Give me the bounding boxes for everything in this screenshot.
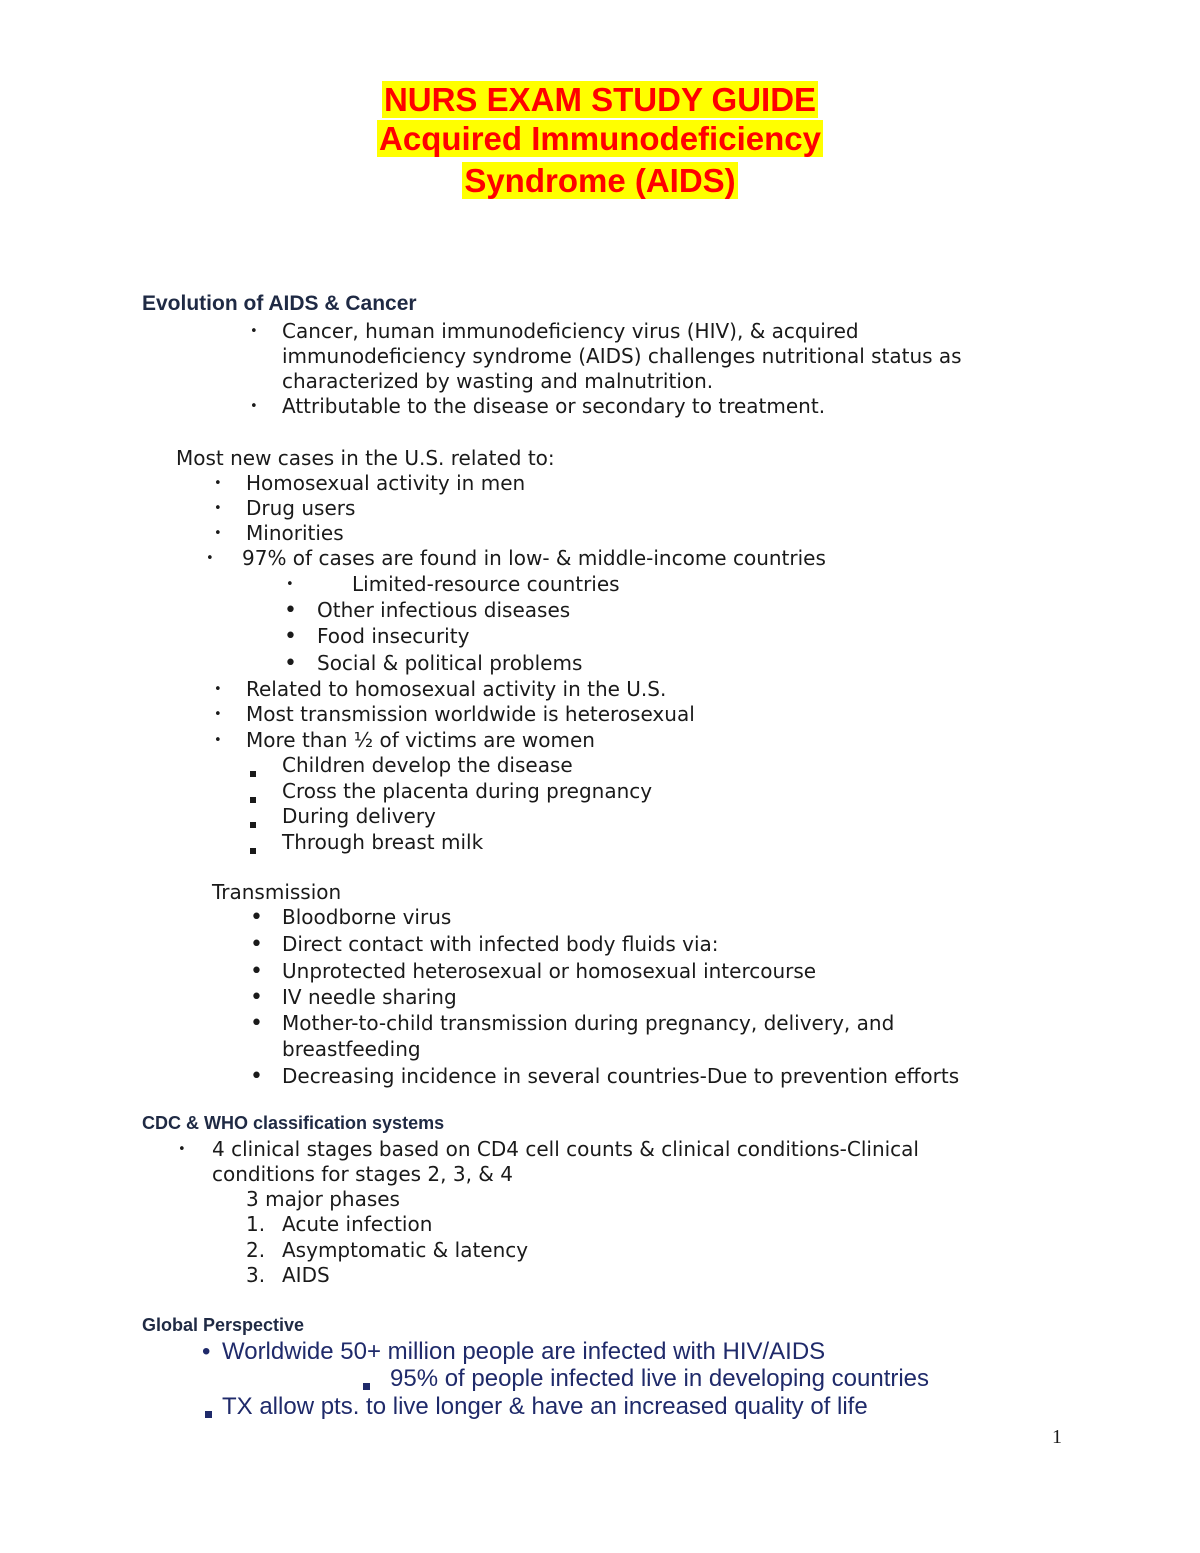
- bullet-icon: •: [250, 959, 263, 984]
- title-line-3: Syndrome (AIDS): [464, 162, 736, 199]
- phase-number: 3.: [246, 1263, 266, 1287]
- bullet-icon: •: [214, 501, 222, 516]
- bullet-icon: •: [250, 985, 263, 1010]
- square-bullet-icon: [250, 762, 256, 781]
- list-item-text: Related to homosexual activity in the U.S.: [246, 677, 667, 701]
- list-item-text: Most transmission worldwide is heterosexual: [246, 702, 695, 726]
- section-heading-global: Global Perspective: [142, 1315, 305, 1335]
- list-item-text: Children develop the disease: [282, 753, 573, 777]
- list-item-text: Food insecurity: [317, 624, 470, 648]
- list-item-text: 97% of cases are found in low- & middle-income countries: [242, 546, 826, 570]
- bullet-icon: •: [206, 551, 214, 566]
- list-item-text: Attributable to the disease or secondary to treatment.: [282, 394, 826, 418]
- list-item-text: Other infectious diseases: [317, 598, 571, 622]
- phase-number: 2.: [246, 1238, 266, 1262]
- section-heading-classification: CDC & WHO classification systems: [142, 1113, 445, 1133]
- bullet-icon: •: [214, 707, 222, 722]
- bullet-icon: •: [214, 476, 222, 491]
- phases-label: 3 major phases: [246, 1187, 400, 1211]
- global-line-2: 95% of people infected live in developing countries: [390, 1365, 930, 1392]
- bullet-icon: •: [286, 577, 294, 592]
- page-number: 1: [1052, 1426, 1062, 1448]
- list-item-text: conditions for stages 2, 3, & 4: [212, 1162, 513, 1186]
- title-line-2: Acquired Immunodeficiency: [379, 120, 821, 157]
- list-item-text: Cancer, human immunodeficiency virus (HIV), & acquired: [282, 319, 859, 343]
- bullet-icon: •: [284, 651, 297, 676]
- phase-text: AIDS: [282, 1263, 330, 1287]
- bullet-icon: •: [250, 932, 263, 957]
- bullet-icon: •: [284, 624, 297, 649]
- bullet-icon: •: [250, 905, 263, 930]
- bullet-icon: •: [250, 1064, 263, 1089]
- section-intro: Most new cases in the U.S. related to:: [176, 446, 555, 470]
- list-item-text: immunodeficiency syndrome (AIDS) challenges nutritional status as: [282, 344, 962, 368]
- list-item-text: IV needle sharing: [282, 985, 457, 1009]
- list-item-text: Social & political problems: [317, 651, 583, 675]
- phase-number: 1.: [246, 1212, 266, 1236]
- list-item-text: Cross the placenta during pregnancy: [282, 779, 653, 803]
- list-item-text: breastfeeding: [282, 1037, 421, 1061]
- list-item-text: Unprotected heterosexual or homosexual intercourse: [282, 959, 817, 983]
- bullet-icon: •: [178, 1142, 186, 1157]
- bullet-icon: •: [250, 324, 258, 339]
- list-item-text: Limited-resource countries: [352, 572, 620, 596]
- bullet-icon: •: [202, 1338, 211, 1365]
- list-item-text: Decreasing incidence in several countries-Due to prevention efforts: [282, 1064, 960, 1088]
- square-bullet-icon: [363, 1375, 370, 1394]
- square-bullet-icon: [250, 839, 256, 858]
- section-heading-transmission: Transmission: [212, 880, 342, 904]
- global-line-3: TX allow pts. to live longer & have an increased quality of life: [222, 1393, 868, 1420]
- bullet-icon: •: [214, 526, 222, 541]
- global-line-1: Worldwide 50+ million people are infected with HIV/AIDS: [222, 1338, 826, 1365]
- list-item-text: Drug users: [246, 496, 356, 520]
- list-item-text: Through breast milk: [282, 830, 484, 854]
- bullet-icon: •: [284, 598, 297, 623]
- bullet-icon: •: [214, 682, 222, 697]
- section-heading-evolution: Evolution of AIDS & Cancer: [142, 292, 417, 315]
- phase-text: Asymptomatic & latency: [282, 1238, 529, 1262]
- list-item-text: More than ½ of victims are women: [246, 728, 595, 752]
- list-item-text: characterized by wasting and malnutrition.: [282, 369, 714, 393]
- square-bullet-icon: [250, 813, 256, 832]
- square-bullet-icon: [250, 788, 256, 807]
- list-item-text: Mother-to-child transmission during pregnancy, delivery, and: [282, 1011, 895, 1035]
- bullet-icon: •: [250, 399, 258, 414]
- list-item-text: During delivery: [282, 804, 436, 828]
- bullet-icon: •: [214, 733, 222, 748]
- list-item-text: 4 clinical stages based on CD4 cell counts & clinical conditions-Clinical: [212, 1137, 919, 1161]
- bullet-icon: •: [250, 1011, 263, 1036]
- list-item-text: Bloodborne virus: [282, 905, 452, 929]
- title-line-1: NURS EXAM STUDY GUIDE: [383, 81, 817, 118]
- phase-text: Acute infection: [282, 1212, 433, 1236]
- list-item-text: Minorities: [246, 521, 344, 545]
- list-item-text: Direct contact with infected body fluids via:: [282, 932, 719, 956]
- square-bullet-icon: [205, 1403, 212, 1422]
- list-item-text: Homosexual activity in men: [246, 471, 526, 495]
